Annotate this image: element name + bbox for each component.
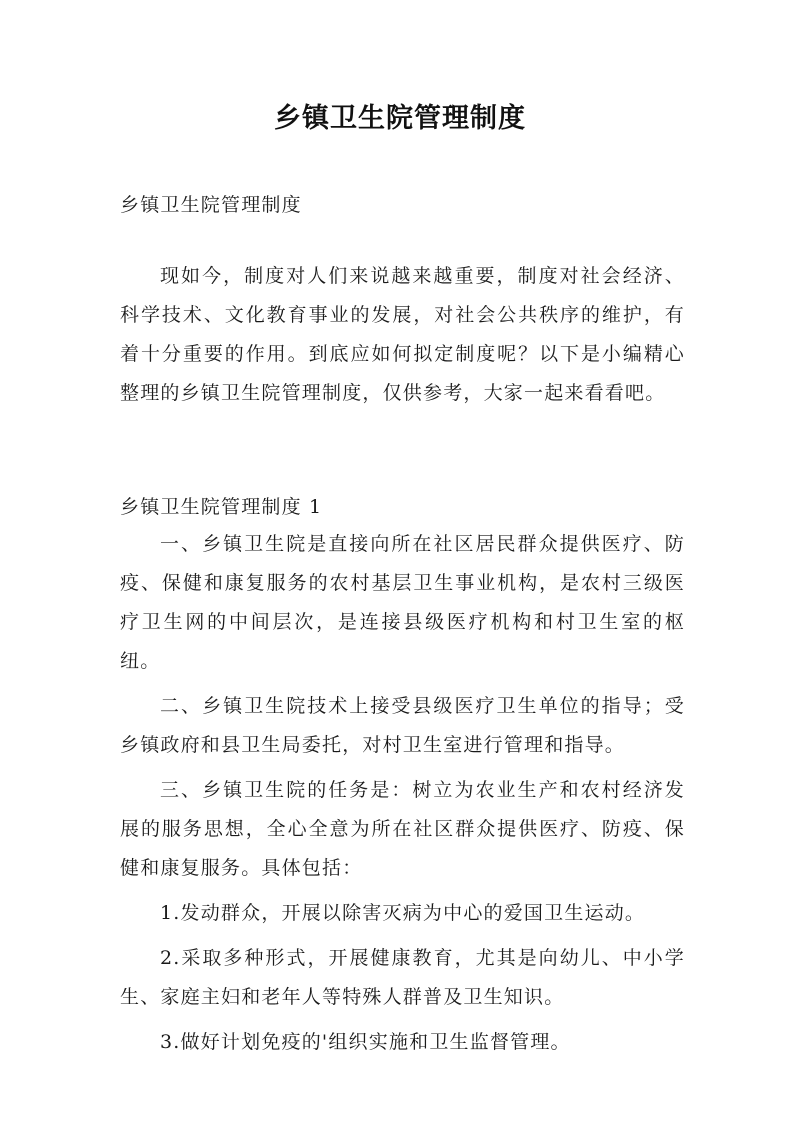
section-heading: 乡镇卫生院管理制度 1 xyxy=(120,496,323,518)
list-item: 2.采取多种形式，开展健康教育，尤其是向幼儿、中小学生、家庭主妇和老年人等特殊人群普及卫生知识。 xyxy=(120,947,685,1008)
document-title: 乡镇卫生院管理制度 xyxy=(274,103,526,134)
intro-paragraph: 现如今，制度对人们来说越来越重要，制度对社会经济、科学技术、文化教育事业的发展，对社会公共秩序的维护，有着十分重要的作用。到底应如何拟定制度呢？以下是小编精心整理的乡镇卫生院管理制度，仅供参考，大家一起来看看吧。 xyxy=(120,265,685,404)
section-paragraph: 二、乡镇卫生院技术上接受县级医疗卫生单位的指导；受乡镇政府和县卫生局委托，对村卫生室进行管理和指导。 xyxy=(120,695,685,756)
list-item: 1.发动群众，开展以除害灭病为中心的爱国卫生运动。 xyxy=(160,902,646,924)
section-body xyxy=(120,525,685,1062)
section-paragraph: 三、乡镇卫生院的任务是：树立为农业生产和农村经济发展的服务思想，全心全意为所在社区群众提供医疗、防疫、保健和康复服务。具体包括： xyxy=(120,779,685,879)
section-paragraph: 一、乡镇卫生院是直接向所在社区居民群众提供医疗、防疫、保健和康复服务的农村基层卫生事业机构，是农村三级医疗卫生网的中间层次，是连接县级医疗机构和村卫生室的枢纽。 xyxy=(120,533,685,672)
list-item: 3.做好计划免疫的'组织实施和卫生监督管理。 xyxy=(160,1031,571,1053)
document-subtitle: 乡镇卫生院管理制度 xyxy=(120,194,302,216)
